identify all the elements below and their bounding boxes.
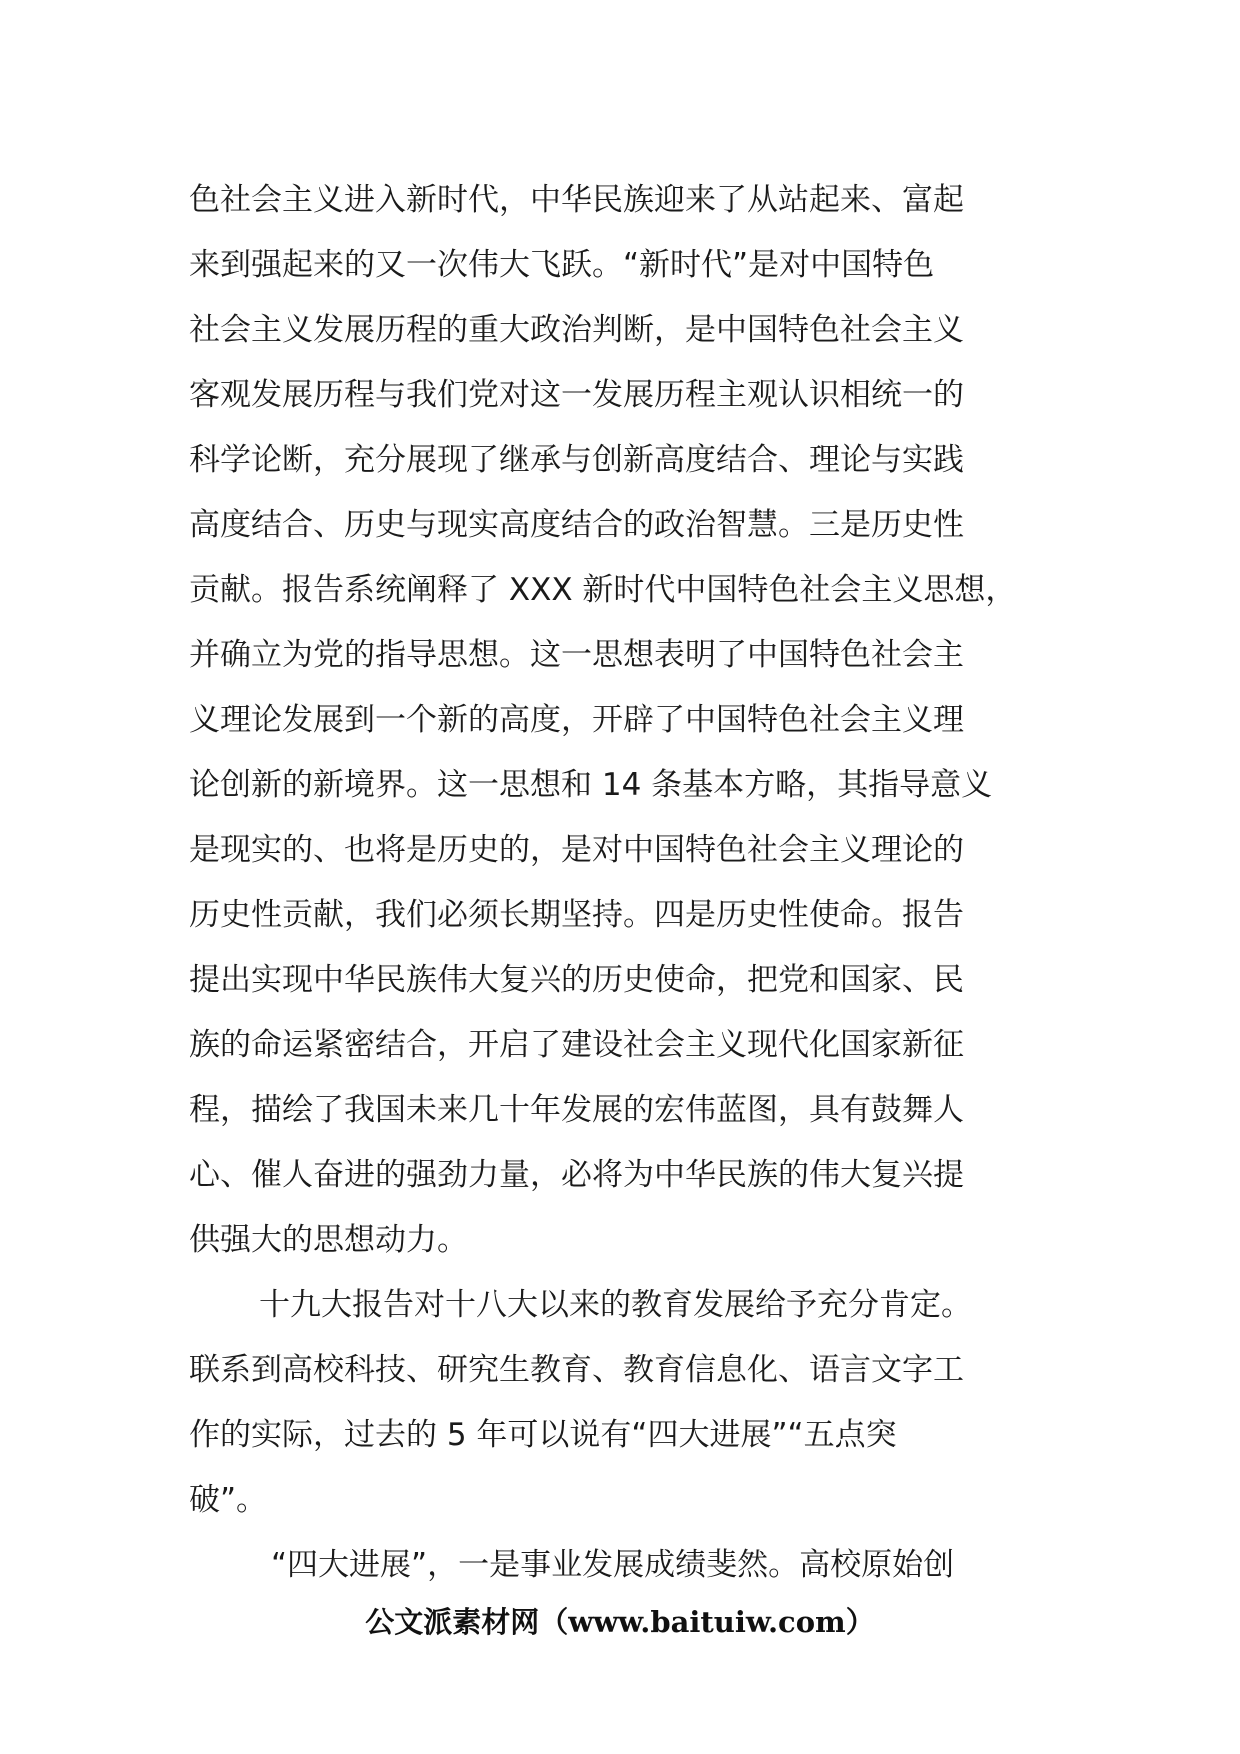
document-body (189, 168, 1069, 1598)
text-line: 义理论发展到一个新的高度，开辟了中国特色社会主义理 (189, 702, 964, 738)
text-line: 论创新的新境界。这一思想和 14 条基本方略，其指导意义 (189, 767, 993, 803)
text-line: 供强大的思想动力。 (189, 1222, 468, 1258)
paragraph-first-line: 十九大报告对十八大以来的教育发展给予充分肯定。 (259, 1287, 972, 1323)
text-line: 贡献。报告系统阐释了 XXX 新时代中国特色社会主义思想， (189, 572, 1017, 608)
text-line: 社会主义发展历程的重大政治判断，是中国特色社会主义 (189, 312, 964, 348)
text-line: 历史性贡献，我们必须长期坚持。四是历史性使命。报告 (189, 897, 964, 933)
text-line: 程，描绘了我国未来几十年发展的宏伟蓝图，具有鼓舞人 (189, 1092, 964, 1128)
text-line: 联系到高校科技、研究生教育、教育信息化、语言文字工 (189, 1352, 964, 1388)
text-line: 高度结合、历史与现实高度结合的政治智慧。三是历史性 (189, 507, 964, 543)
text-line: 并确立为党的指导思想。这一思想表明了中国特色社会主 (189, 637, 964, 673)
text-line: 色社会主义进入新时代，中华民族迎来了从站起来、富起 (189, 182, 964, 218)
text-line: 科学论断，充分展现了继承与创新高度结合、理论与实践 (189, 442, 964, 478)
text-line: 来到强起来的又一次伟大飞跃。“新时代”是对中国特色 (189, 247, 935, 283)
text-line: 是现实的、也将是历史的，是对中国特色社会主义理论的 (189, 832, 964, 868)
text-line: 提出实现中华民族伟大复兴的历史使命，把党和国家、民 (189, 962, 964, 998)
paragraph-first-line: “四大进展”，一是事业发展成绩斐然。高校原始创 (271, 1547, 955, 1583)
text-line: 作的实际，过去的 5 年可以说有“四大进展”“五点突 (189, 1417, 897, 1453)
text-line: 心、催人奋进的强劲力量，必将为中华民族的伟大复兴提 (189, 1157, 964, 1193)
text-line: 破”。 (189, 1482, 268, 1518)
text-line: 族的命运紧密结合，开启了建设社会主义现代化国家新征 (189, 1027, 964, 1063)
text-line: 客观发展历程与我们党对这一发展历程主观认识相统一的 (189, 377, 964, 413)
page-footer: 公文派素材网（www.baituiw.com） (365, 1605, 875, 1639)
